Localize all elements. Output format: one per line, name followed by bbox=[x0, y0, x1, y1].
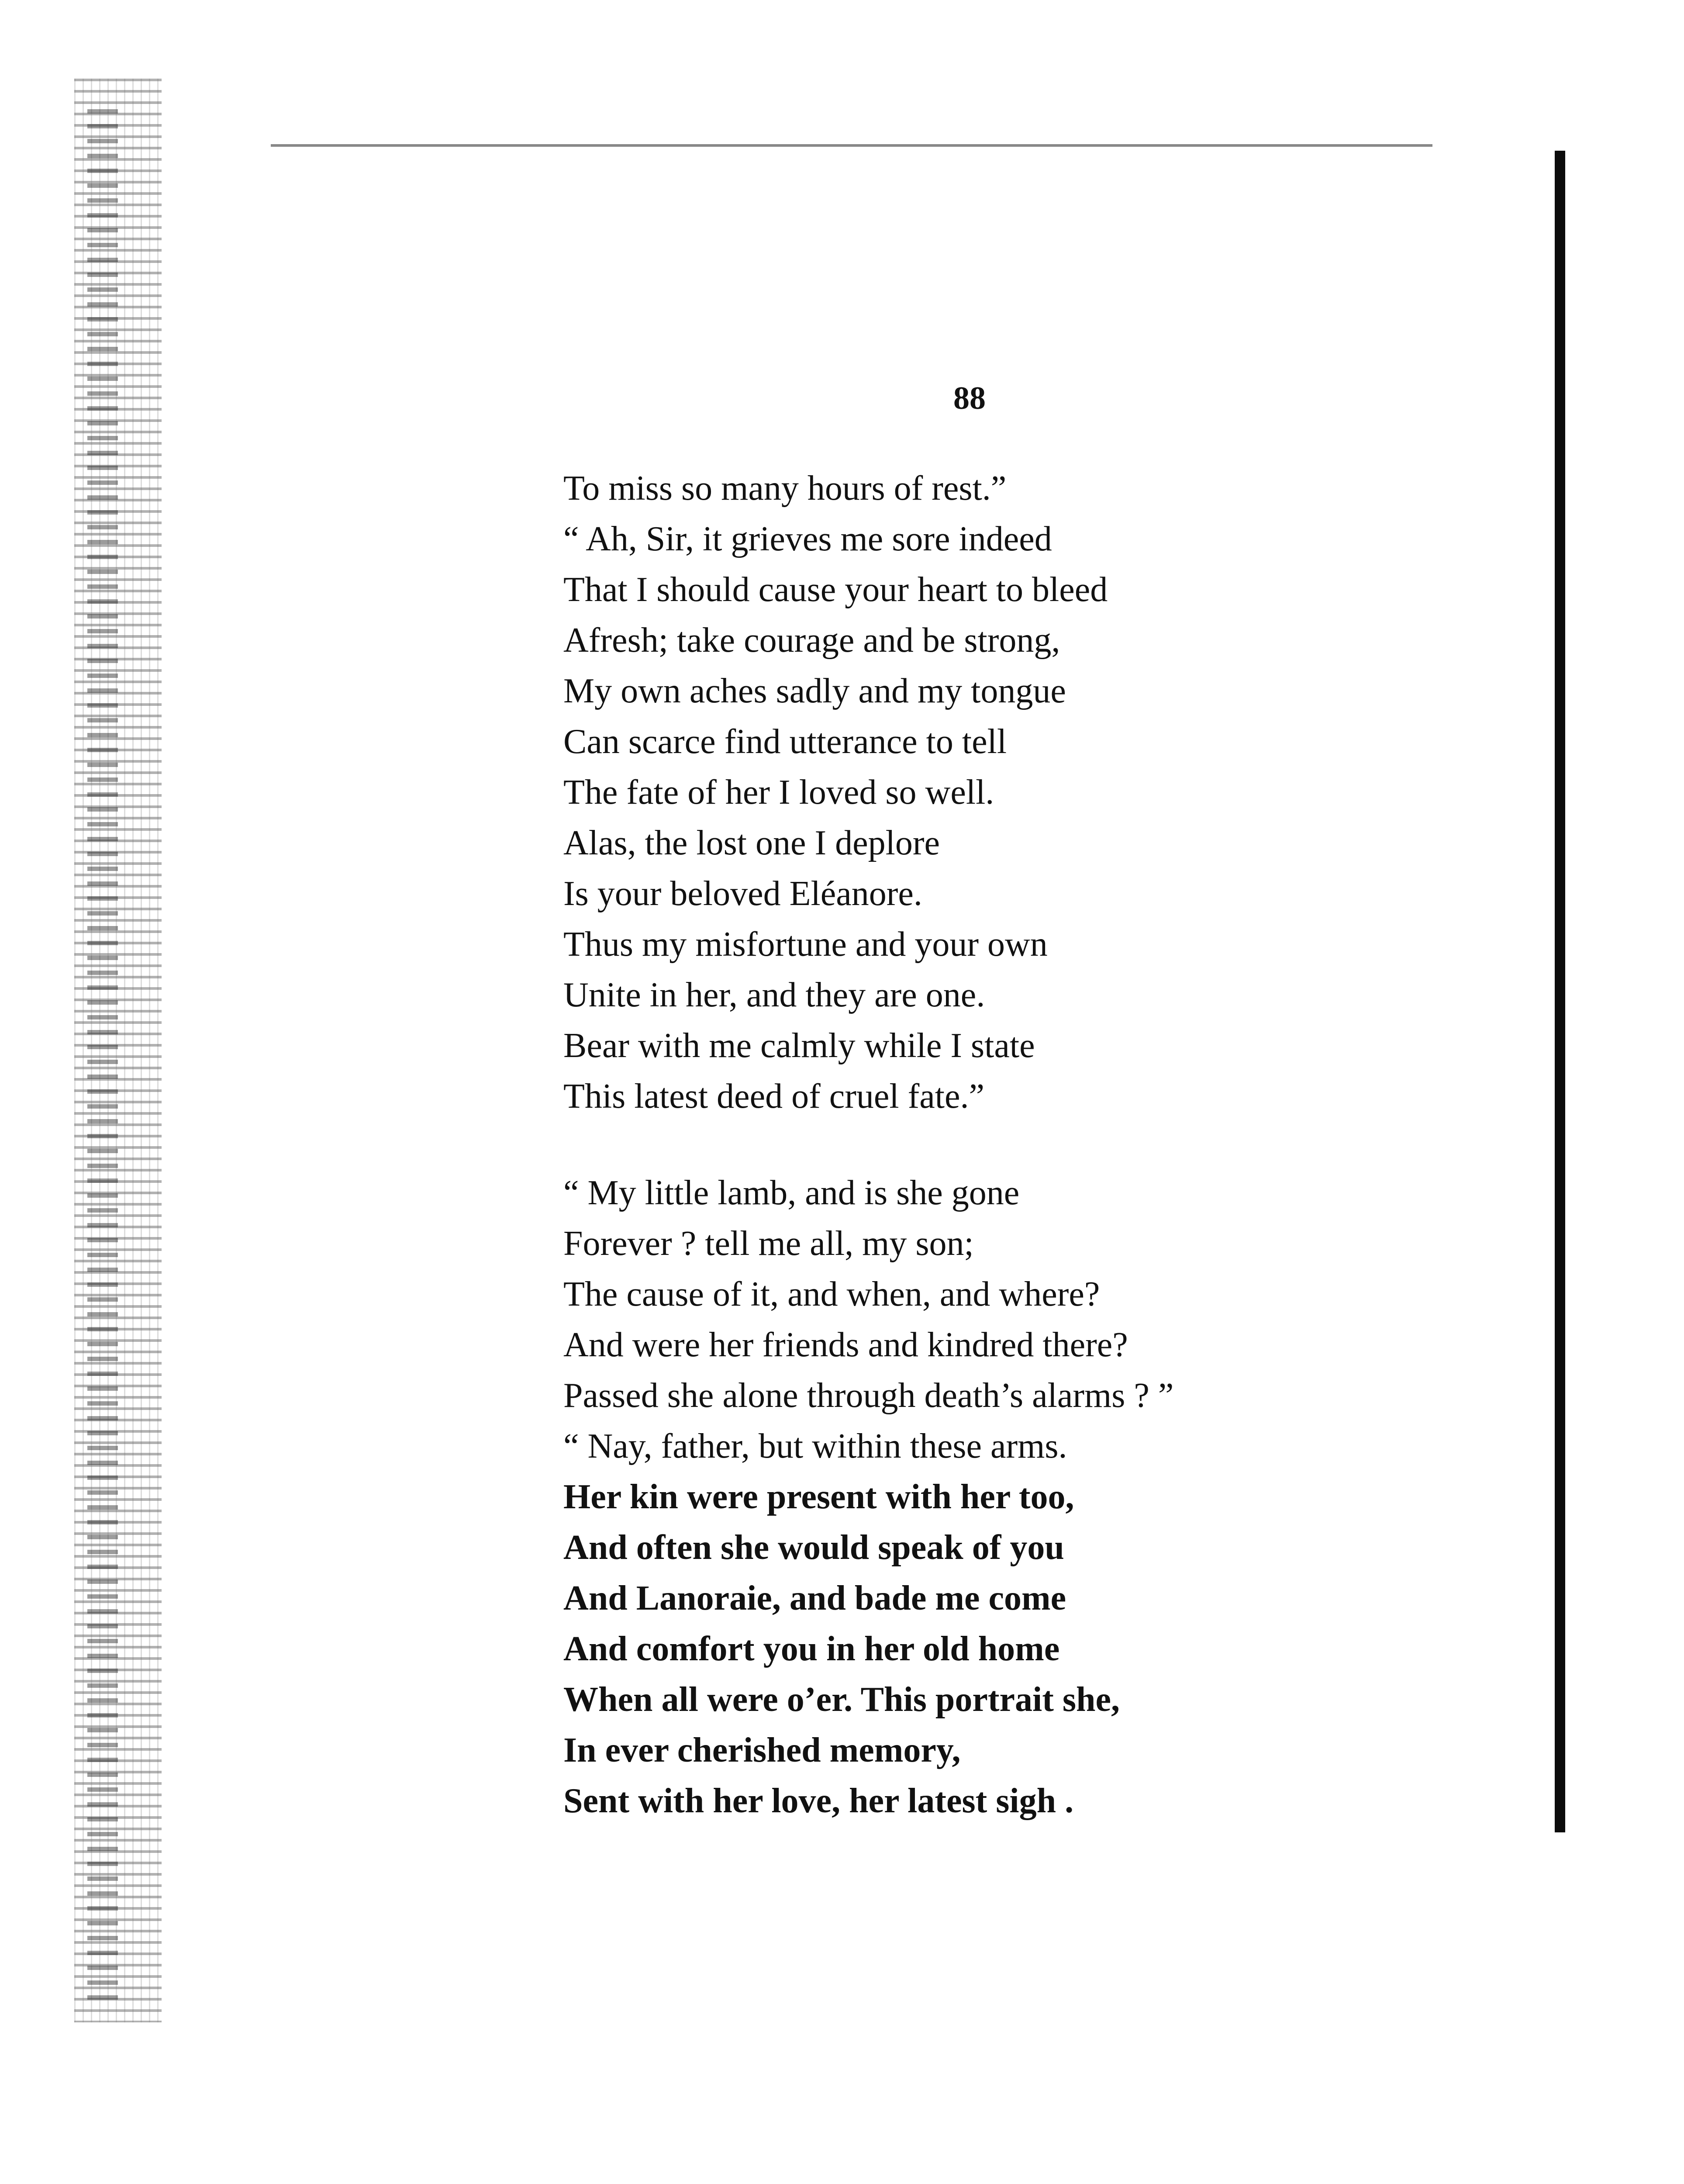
poem-line: Afresh; take courage and be strong, bbox=[563, 621, 1060, 660]
stanza-1 bbox=[563, 463, 1306, 1122]
poem-line: That I should cause your heart to bleed bbox=[563, 570, 1108, 609]
poem-line: And Lanoraie, and bade me come bbox=[563, 1579, 1066, 1617]
page-number: 88 bbox=[953, 380, 986, 416]
poem-line: The fate of her I loved so well. bbox=[563, 773, 994, 812]
poem-line: In ever cherished memory, bbox=[563, 1731, 961, 1769]
poem-line: Unite in her, and they are one. bbox=[563, 976, 985, 1014]
stanza-break bbox=[563, 1122, 1306, 1168]
scan-right-edge-bar bbox=[1555, 151, 1565, 1832]
poem-line: When all were o’er. This portrait she, bbox=[563, 1680, 1120, 1719]
poem-line: Is your beloved Eléanore. bbox=[563, 874, 922, 913]
poem-line: Passed she alone through death’s alarms ? ” bbox=[563, 1376, 1174, 1415]
poem-line: Bear with me calmly while I state bbox=[563, 1026, 1035, 1065]
poem-line: Can scarce find utterance to tell bbox=[563, 722, 1007, 761]
poem-line: “ Nay, father, but within these arms. bbox=[563, 1427, 1067, 1465]
poem-line: Forever ? tell me all, my son; bbox=[563, 1224, 974, 1263]
scan-binding-edge bbox=[87, 109, 118, 2009]
poem-line: And comfort you in her old home bbox=[563, 1630, 1060, 1668]
poem-line: Thus my misfortune and your own bbox=[563, 925, 1048, 964]
poem-line: This latest deed of cruel fate.” bbox=[563, 1077, 984, 1116]
poem-text bbox=[563, 463, 1306, 1826]
stanza-2 bbox=[563, 1168, 1306, 1826]
poem-line: “ Ah, Sir, it grieves me sore indeed bbox=[563, 520, 1052, 558]
poem-line: Her kin were present with her too, bbox=[563, 1478, 1074, 1516]
scan-top-edge-line bbox=[271, 144, 1432, 147]
poem-line: “ My little lamb, and is she gone bbox=[563, 1174, 1020, 1212]
poem-line: Sent with her love, her latest sigh . bbox=[563, 1782, 1074, 1820]
poem-line: Alas, the lost one I deplore bbox=[563, 824, 940, 862]
poem-line: The cause of it, and when, and where? bbox=[563, 1275, 1100, 1313]
poem-line: And often she would speak of you bbox=[563, 1528, 1064, 1567]
poem-line: And were her friends and kindred there? bbox=[563, 1326, 1128, 1364]
poem-line: To miss so many hours of rest.” bbox=[563, 469, 1007, 508]
poem-line: My own aches sadly and my tongue bbox=[563, 672, 1066, 710]
